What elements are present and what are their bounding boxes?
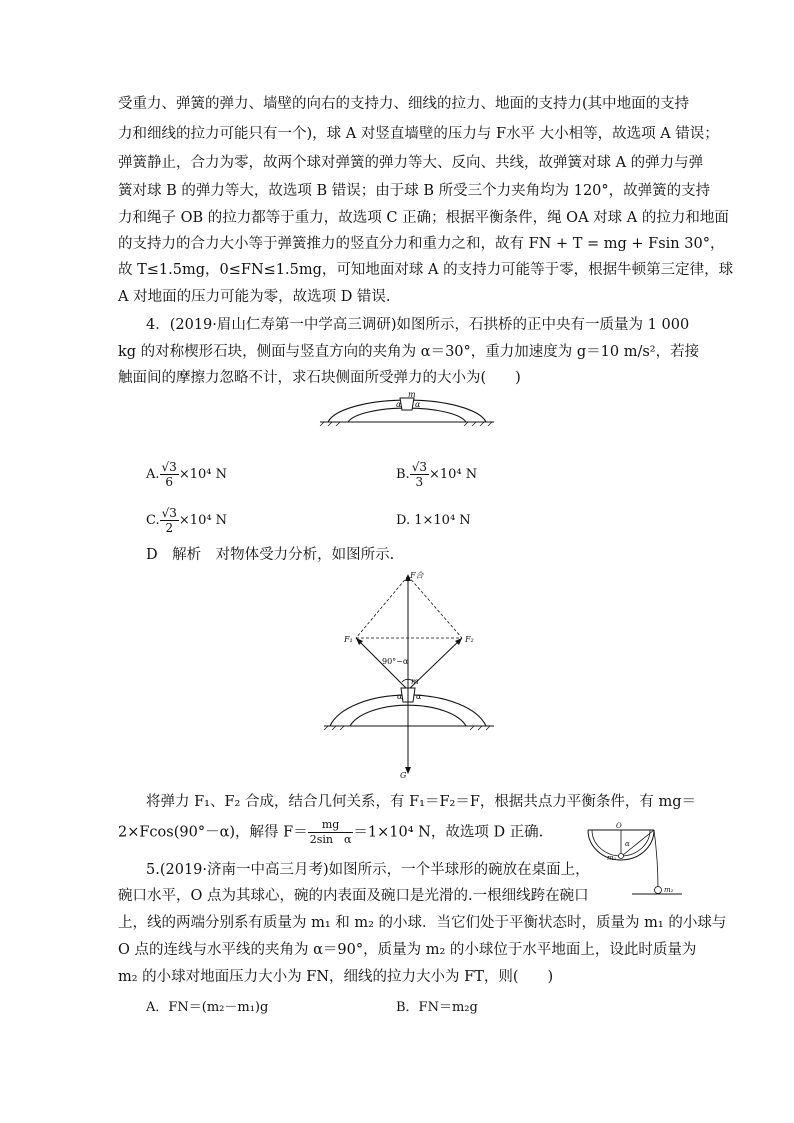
- alpha-label: α: [625, 840, 630, 848]
- text-line: 受重力、弹簧的弹力、墙壁的向右的支持力、细线的拉力、地面的支持力(其中地面的支持: [118, 96, 690, 112]
- text-line: 的支持力的合力大小等于弹簧推力的竖直分力和重力之和，故有 FN + T = mg + Fsin 30°，: [118, 236, 725, 252]
- formula-denominator: 2sin α: [309, 833, 352, 846]
- alpha-label: α: [416, 692, 422, 701]
- mass-label: m: [408, 392, 416, 399]
- q5-stem-line: 上，线的两端分别系有质量为 m₁ 和 m₂ 的小球．当它们处于平衡状态时，质量为 m₁ 的小球与: [118, 915, 727, 931]
- f2-label: F₂: [465, 635, 474, 644]
- option-b-numerator: √3: [411, 460, 427, 474]
- q4-stem-line: 4．(2019·眉山仁寿第一中学高三调研)如图所示，石拱桥的正中央有一质量为 1 000: [146, 317, 690, 333]
- q4-stem-line: 触面间的摩擦力忽略不计，求石块侧面所受弹力的大小为( ): [118, 370, 521, 386]
- option-d[interactable]: D. 1×10⁴ N: [396, 513, 471, 528]
- option-a-numerator: √3: [161, 460, 177, 474]
- formula-numerator: mg: [308, 818, 354, 833]
- bowl-figure: [584, 820, 684, 896]
- alpha-label: α: [415, 400, 421, 409]
- q4-stem-line: kg 的对称楔形石块，侧面与竖直方向的夹角为 α＝30°，重力加速度为 g＝10 m/s²，若接: [118, 344, 700, 360]
- option-c-numerator: √3: [161, 506, 177, 520]
- option-c[interactable]: C. $\frac{√3}{2}$ ×10⁴ N: [146, 506, 228, 535]
- q4-after-line: 2×Fcos(90°－α)，解得 F＝ $\frac{mg}{\text{2sin α}}$ ＝1×10⁴ N，故选项 D 正确.: [118, 818, 544, 846]
- option-a[interactable]: A. $\frac{√3}{6}$ ×10⁴ N: [146, 460, 227, 489]
- text-line: 簧对球 B 的弹力等大，故选项 B 错误；由于球 B 所受三个力夹角均为 120°，故弹簧的支持: [118, 183, 711, 199]
- q5-stem-line: 碗口水平，O 点为其球心，碗的内表面及碗口是光滑的.一根细线跨在碗口: [118, 888, 589, 904]
- alpha-label: α: [396, 400, 402, 409]
- gravity-label: G: [400, 771, 407, 780]
- q4-answer-line: D 解析 对物体受力分析，如图所示.: [146, 547, 395, 563]
- text-line: 弹簧静止，合力为零，故两个球对弹簧的弹力等大、反向、共线，故弹簧对球 A 的弹力与弹: [118, 155, 704, 171]
- text-line: 故 T≤1.5mg，0≤FN≤1.5mg，可知地面对球 A 的支持力可能等于零，根据牛顿第三定律，球: [118, 262, 734, 278]
- f-total-label: F合: [410, 571, 424, 580]
- option-b[interactable]: B. $\frac{√3}{3}$ ×10⁴ N: [396, 460, 478, 489]
- m2-label: m₂: [664, 886, 674, 894]
- q5-option-a[interactable]: A．FN＝(m₂－m₁)g: [146, 1000, 269, 1015]
- force-diagram-figure: [318, 568, 498, 780]
- option-b-denominator: 3: [415, 475, 424, 489]
- f1-label: F₁: [344, 635, 353, 644]
- center-o-label: O: [616, 822, 622, 830]
- q5-stem-line: m₂ 的小球对地面压力大小为 FN，细线的拉力大小为 FT，则( ): [118, 969, 554, 985]
- text-line: 力和细线的拉力可能只有一个)，球 A 对竖直墙壁的压力与 F水平 大小相等，故选项 A 错误；: [118, 126, 719, 142]
- angle-label: 90°−α: [382, 657, 409, 666]
- mass-label: m: [411, 677, 419, 686]
- option-c-denominator: 2: [165, 521, 174, 535]
- text-line: 力和绳子 OB 的拉力都等于重力，故选项 C 正确；根据平衡条件，绳 OA 对球 A 的拉力和地面: [118, 210, 729, 226]
- m1-label: m₁: [607, 854, 617, 862]
- q4-after-line: 将弹力 F₁、F₂ 合成，结合几何关系，有 F₁＝F₂＝F，根据共点力平衡条件，有 mg＝: [146, 794, 697, 810]
- text-line: A 对地面的压力可能为零，故选项 D 错误.: [118, 289, 391, 305]
- alpha-label: α: [397, 692, 403, 701]
- q5-option-b[interactable]: B．FN＝m₂g: [396, 1000, 478, 1015]
- q5-stem-line: 5.(2019·济南一中高三月考)如图所示，一个半球形的碗放在桌面上，: [146, 862, 590, 878]
- q5-stem-line: O 点的连线与水平线的夹角为 α＝90°，质量为 m₂ 的小球位于水平地面上，设此时质量为: [118, 942, 697, 958]
- arch-bridge-figure: [318, 392, 496, 426]
- option-a-denominator: 6: [165, 475, 173, 489]
